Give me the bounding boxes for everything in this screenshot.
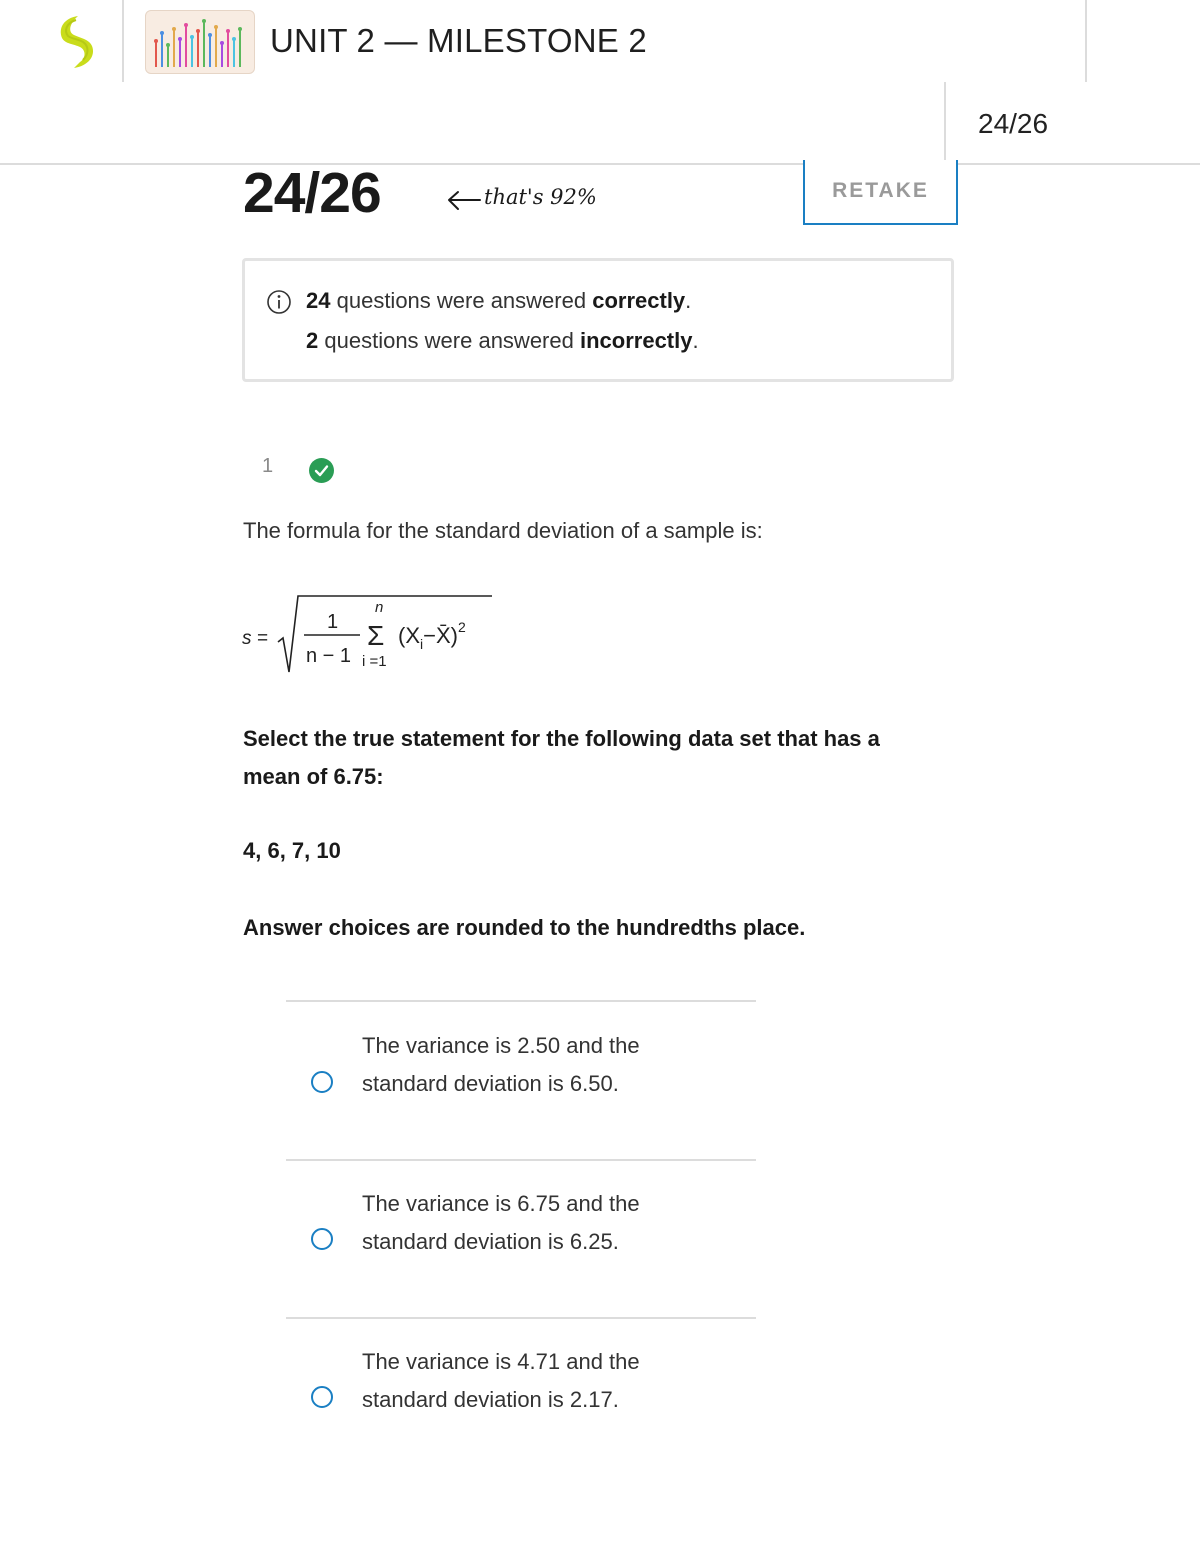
page-title: UNIT 2 — MILESTONE 2 bbox=[270, 22, 647, 59]
formula-sigma: Σ bbox=[367, 620, 385, 651]
formula-term-open: (X bbox=[398, 623, 420, 648]
choice-1-line2: standard deviation is 6.50. bbox=[362, 1071, 619, 1096]
question-intro: The formula for the standard deviation of a sample is: bbox=[243, 518, 763, 543]
formula-term-rest: −X̄) bbox=[423, 623, 458, 648]
question-number: 1 bbox=[262, 455, 274, 477]
header-divider-right bbox=[1085, 0, 1087, 82]
choice-3-text[interactable] bbox=[362, 1343, 742, 1419]
score-percent-note: that's 92% bbox=[484, 185, 597, 209]
choice-separator bbox=[286, 1000, 756, 1002]
standard-deviation-formula bbox=[240, 592, 500, 678]
choice-3-line1: The variance is 4.71 and the bbox=[362, 1349, 640, 1374]
top-bar bbox=[0, 0, 1200, 165]
correct-summary-text: questions were answered bbox=[336, 288, 587, 313]
choice-1-radio[interactable] bbox=[311, 1071, 333, 1093]
choice-1-line1: The variance is 2.50 and the bbox=[362, 1033, 640, 1058]
formula-sum-upper: n bbox=[375, 599, 384, 616]
check-circle-icon bbox=[308, 457, 335, 484]
incorrect-summary bbox=[306, 328, 699, 354]
formula-sum-lower: i =1 bbox=[362, 653, 387, 670]
correct-period: . bbox=[685, 288, 692, 313]
correct-count: 24 bbox=[306, 288, 331, 313]
retake-button[interactable]: RETAKE bbox=[803, 160, 958, 225]
header-score: 24/26 bbox=[978, 108, 1049, 139]
info-icon bbox=[266, 289, 292, 315]
question-prompt: Select the true statement for the following data set that has a mean of 6.75: bbox=[243, 726, 880, 789]
choice-2-text[interactable] bbox=[362, 1185, 742, 1261]
results-summary-box bbox=[242, 258, 954, 382]
formula-exponent: 2 bbox=[457, 619, 466, 635]
incorrect-summary-text: questions were answered bbox=[324, 328, 574, 353]
incorrect-word: incorrectly bbox=[579, 328, 693, 353]
choice-2-radio[interactable] bbox=[311, 1228, 333, 1250]
header-bottom-border bbox=[0, 163, 1200, 165]
rounding-note: Answer choices are rounded to the hundredths place. bbox=[243, 915, 806, 940]
choice-separator bbox=[286, 1159, 756, 1161]
course-thumbnail bbox=[145, 10, 255, 74]
choice-2-line2: standard deviation is 6.25. bbox=[362, 1229, 619, 1254]
course-thumbnail-icon bbox=[146, 11, 254, 73]
header-divider bbox=[122, 0, 124, 82]
choice-2-line1: The variance is 6.75 and the bbox=[362, 1191, 640, 1216]
question-data-set: 4, 6, 7, 10 bbox=[243, 838, 341, 863]
choice-1-text[interactable] bbox=[362, 1027, 742, 1103]
formula-term bbox=[398, 619, 466, 652]
score-panel-divider bbox=[944, 82, 946, 164]
formula-numerator: 1 bbox=[327, 611, 339, 633]
choice-separator bbox=[286, 1317, 756, 1319]
incorrect-count: 2 bbox=[306, 328, 319, 353]
formula-lhs: s = bbox=[242, 628, 268, 649]
choice-3-line2: standard deviation is 2.17. bbox=[362, 1387, 619, 1412]
choice-3-radio[interactable] bbox=[311, 1386, 333, 1408]
incorrect-period: . bbox=[692, 328, 699, 353]
formula-denominator: n − 1 bbox=[306, 645, 352, 667]
correct-word: correctly bbox=[592, 288, 686, 313]
sophia-logo-icon[interactable] bbox=[52, 14, 98, 70]
formula-term-sub: i bbox=[420, 636, 424, 652]
score-value: 24/26 bbox=[243, 161, 381, 225]
correct-summary bbox=[306, 288, 691, 314]
